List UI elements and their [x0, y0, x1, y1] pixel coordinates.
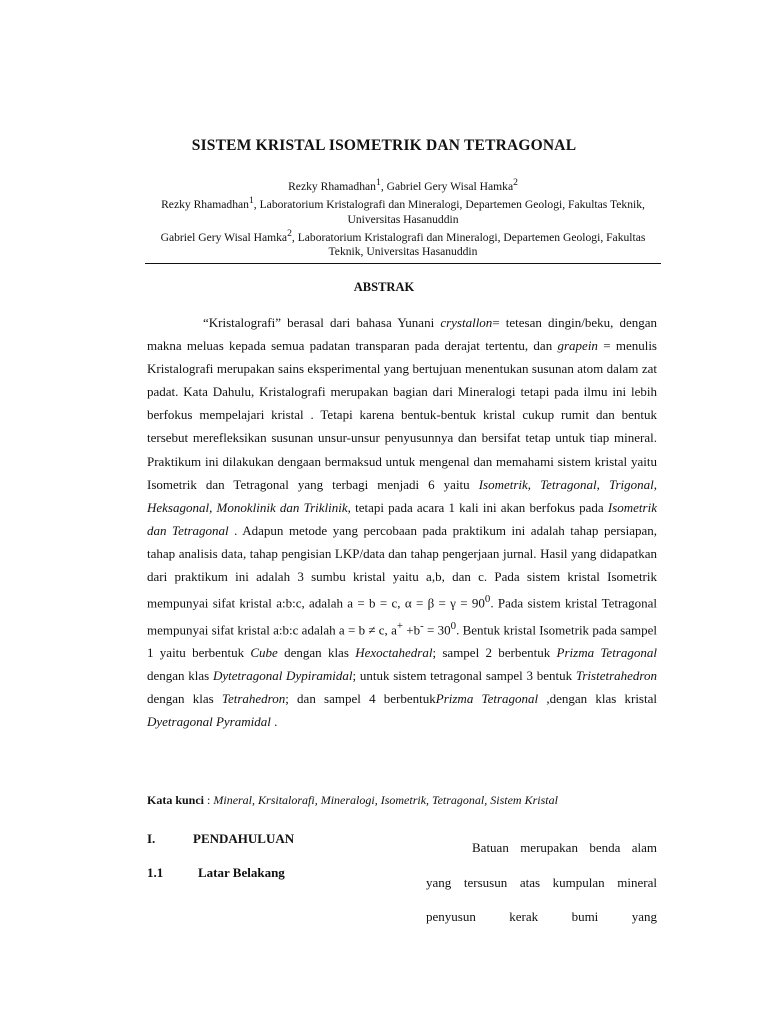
author-block	[145, 176, 661, 260]
paper-title: SISTEM KRISTAL ISOMETRIK DAN TETRAGONAL	[191, 137, 577, 154]
abstract-text: ; sampel 2 berbentuk	[432, 644, 557, 660]
affiliation-1	[145, 194, 661, 227]
abstract-text: = menulis Kristalografi merupakan sains eksperimental yang bertujuan menentukan susunan atom dalam zat padat. Kata Dahulu, Kristalografi merupakan bagian dari Mineralogi tetapi pada ilmu ini lebih berfokus mempelajari kristal . Tetapi karena bentuk-bentuk kristal cukup rumit dan bentuk tersebut merefleksikan susunan unsur-unsur penyusunnya dan bersifat tetap untuk tiap mineral. Praktikum ini dilakukan dengaan bermaksud untuk mengenal dan memahami sistem kristal yaitu Isometrik dan Tetragonal yang terbagi menjadi 6 yaitu	[147, 338, 657, 492]
keywords-line	[147, 793, 657, 808]
abstract-paragraph	[147, 311, 657, 733]
abstract-italic: Isometrik, Tetragonal, Trigonal, Heksagonal, Monoklinik dan Triklinik,	[147, 476, 657, 515]
abstract-text: “Kristalografi” berasal dari bahasa Yunani	[203, 315, 441, 330]
abstract-text: dengan klas	[147, 691, 222, 707]
section-title: PENDAHULUAN	[193, 831, 295, 846]
affiliation-2-sup: 2	[287, 227, 292, 239]
affiliation-1-name: Rezky Rhamadhan	[161, 198, 249, 212]
abstract-italic: Tristetrahedron	[575, 668, 657, 684]
abstract-italic: crystallon	[440, 315, 493, 330]
abstract-italic: Isometrik dan Tetragonal	[147, 499, 657, 538]
abstract-italic: Prizma Tetragonal	[435, 691, 539, 707]
affiliation-2-name: Gabriel Gery Wisal Hamka	[160, 230, 288, 244]
abstract-italic: Hexoctahedral	[355, 644, 433, 660]
abstract-text: ,dengan klas kristal	[538, 691, 657, 707]
abstract-text: tetapi pada acara 1 kali ini akan berfokus pada	[350, 499, 608, 515]
affiliation-2	[145, 227, 661, 260]
author-2-sup: 2	[513, 177, 518, 188]
abstract-italic: Prizma Tetragonal	[556, 644, 657, 660]
abstract-text: ; untuk sistem tetragonal sampel 3 bentuk	[352, 668, 576, 684]
abstract-text: ; dan sampel 4 berbentuk	[285, 691, 436, 707]
affiliation-1-text: , Laboratorium Kristalografi dan Mineralogi, Departemen Geologi, Fakultas Teknik, Universitas Hasanuddin	[253, 198, 645, 226]
abstract-text: . Adapun metode yang percobaan pada praktikum ini adalah tahap persiapan, tahap analisis data, tahap pengisian LKP/data dan tahap pengerjaan jurnal. Hasil yang didapatkan dari praktikum ini adalah 3 sumbu kristal yaitu a,b, dan c. Pada sistem kristal Isometrik mempunyai sifat kristal a:b:c, adalah a = b = c, α = β = γ = 90	[147, 522, 658, 611]
author-1-sup: 1	[375, 177, 381, 188]
abstract-text: = tetesan dingin/beku, dengan makna meluas kepada semua padatan transparan pada derajat tertentu, dan	[147, 315, 657, 354]
degree-sup: 0	[450, 619, 457, 632]
abstract-text: dengan klas	[147, 668, 213, 684]
author-2-name: , Gabriel Gery Wisal Hamka	[380, 179, 514, 193]
subsection-title: Latar Belakang	[198, 865, 285, 880]
right-column-text	[426, 831, 657, 935]
abstract-text: = 30	[423, 621, 451, 637]
keywords-list: Mineral, Krsitalorafi, Mineralogi, Isometrik, Tetragonal, Sistem Kristal	[213, 793, 558, 807]
abstract-italic: Cube	[250, 644, 278, 660]
abstract-body	[147, 311, 657, 733]
affiliation-1-sup: 1	[248, 195, 254, 207]
abstract-text: dengan klas	[277, 644, 356, 660]
abstract-italic: Dytetragonal Dypiramidal	[212, 668, 353, 684]
affiliation-2-text: , Laboratorium Kristalografi dan Mineralogi, Departemen Geologi, Fakultas Teknik, Universitas Hasanuddin	[291, 230, 646, 259]
intro-paragraph: Batuan merupakan benda alam yang tersusun atas kumpulan mineral penyusun kerak bumi yang	[426, 840, 657, 924]
abstract-text: +b	[402, 621, 421, 637]
author-1-name: Rezky Rhamadhan	[288, 179, 376, 193]
keywords-label: Kata kunci	[147, 793, 205, 807]
minus-sup: -	[420, 619, 424, 632]
title-divider	[145, 263, 661, 264]
plus-sup: +	[396, 619, 403, 632]
degree-sup: 0	[484, 593, 491, 606]
abstract-text: . Pada sistem kristal Tetragonal mempunyai sifat kristal a:b:c adalah a = b ≠ c, a	[147, 595, 657, 637]
abstract-italic: Tetrahedron	[221, 691, 286, 707]
section-number: I.	[147, 831, 156, 846]
subsection-number: 1.1	[147, 865, 164, 880]
abstract-heading: ABSTRAK	[353, 280, 415, 294]
keywords-separator: :	[204, 793, 214, 807]
abstract-italic: grapein	[557, 338, 598, 354]
abstract-text: .	[270, 714, 278, 730]
abstract-text: . Bentuk kristal Isometrik pada sampel 1 yaitu berbentuk	[147, 621, 657, 660]
author-names	[145, 176, 661, 194]
abstract-italic: Dyetragonal Pyramidal	[147, 714, 271, 730]
